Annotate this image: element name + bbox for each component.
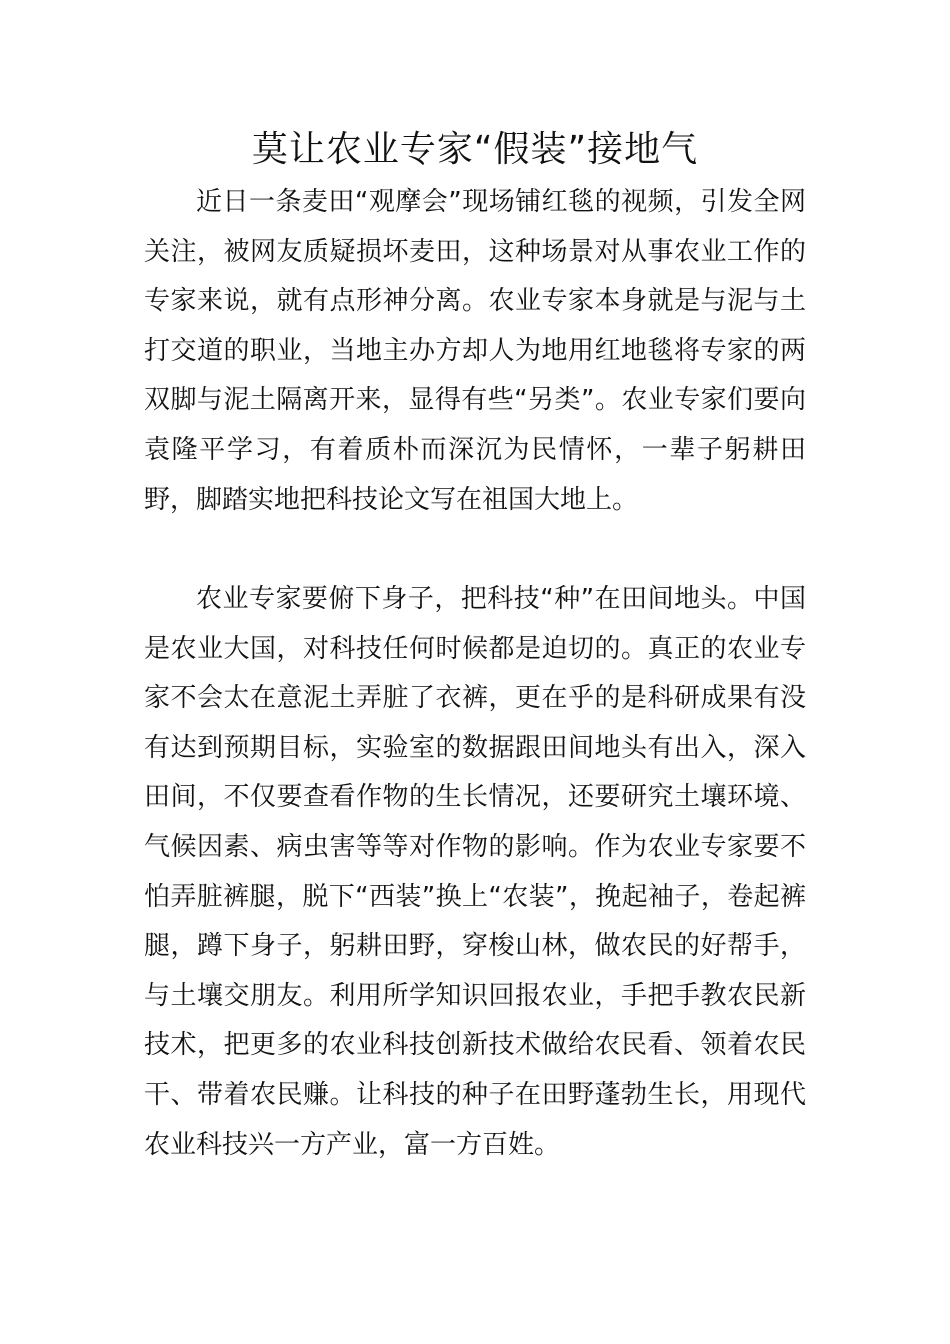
document-title: 莫让农业专家“假装”接地气 bbox=[251, 129, 699, 170]
paragraph-1: 近日一条麦田“观摩会”现场铺红毯的视频，引发全网关注，被网友质疑损坏麦田，这种场景对从事农业工作的专家来说，就有点形神分离。农业专家本身就是与泥与土打交道的职业，当地主办方却人为地用红地毯将专家的两双脚与泥土隔离开来，显得有些“另类”。农业专家们要向袁隆平学习，有着质朴而深沉为民情怀，一辈子躬耕田野，脚踏实地把科技论文写在祖国大地上。 bbox=[144, 187, 806, 515]
paragraph-2: 农业专家要俯下身子，把科技“种”在田间地头。中国是农业大国，对科技任何时候都是迫切的。真正的农业专家不会太在意泥土弄脏了衣裤，更在乎的是科研成果有没有达到预期目标，实验室的数据跟田间地头有出入，深入田间，不仅要查看作物的生长情况，还要研究土壤环境、气候因素、病虫害等等对作物的影响。作为农业专家要不怕弄脏裤腿，脱下“西装”换上“农装”，挽起袖子，卷起裤腿，蹲下身子，躬耕田野，穿梭山林，做农民的好帮手，与土壤交朋友。利用所学知识回报农业，手把手教农民新技术，把更多的农业科技创新技术做给农民看、领着农民干、带着农民赚。让科技的种子在田野蓬勃生长，用现代农业科技兴一方产业，富一方百姓。 bbox=[144, 584, 806, 1160]
